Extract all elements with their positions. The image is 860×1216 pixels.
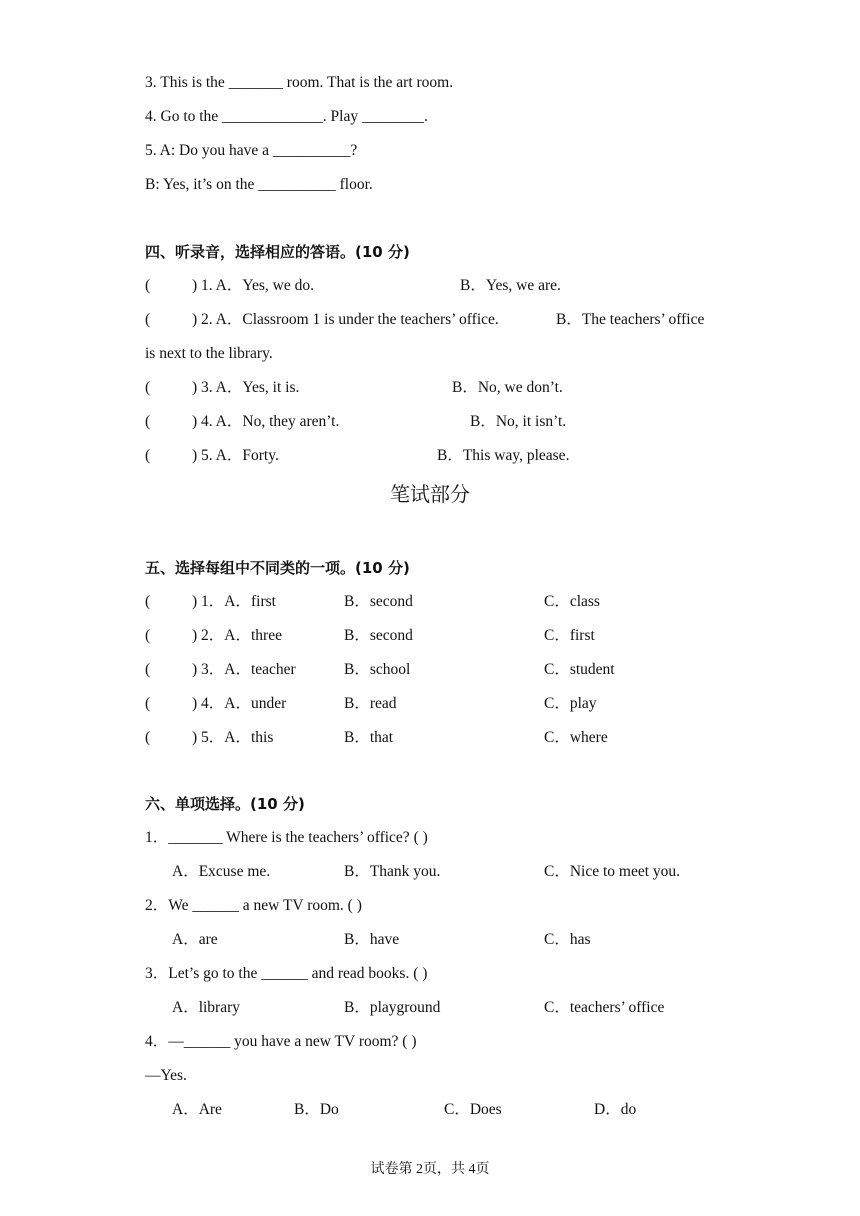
s5-paren-2: ( <box>145 627 151 644</box>
s6-q2-option-c: C．has <box>544 931 591 948</box>
s4-option-b-2: B．The teachers’ office <box>556 311 705 328</box>
s4-option-b-3: B．No, we don’t. <box>452 379 563 396</box>
question-4: 4. Go to the _____________. Play ________. <box>145 108 428 125</box>
written-part-title: 笔试部分 <box>390 482 470 506</box>
s5-option-c-2: C．first <box>544 627 595 644</box>
s5-option-c-4: C．play <box>544 695 597 712</box>
s5-paren-5: ( <box>145 729 151 746</box>
s4-option-a-3: ) 3. A．Yes, it is. <box>192 379 300 396</box>
s6-q4-option-a: A．Are <box>172 1101 222 1118</box>
s4-option-b-4: B．No, it isn’t. <box>470 413 567 430</box>
s4-paren-3: ( <box>145 379 151 396</box>
s5-paren-4: ( <box>145 695 151 712</box>
s5-option-c-1: C．class <box>544 593 600 610</box>
s5-paren-3: ( <box>145 661 151 678</box>
s4-option-a-1: ) 1. A．Yes, we do. <box>192 277 315 294</box>
s5-option-a-3: ) 3．A．teacher <box>192 661 296 678</box>
question-5a: 5. A: Do you have a __________? <box>145 142 358 159</box>
s5-option-a-1: ) 1．A．first <box>192 593 276 610</box>
s6-q1-option-c: C．Nice to meet you. <box>544 863 681 880</box>
s5-option-a-5: ) 5．A．this <box>192 729 274 746</box>
s4-paren-1: ( <box>145 277 151 294</box>
s6-q4-option-b: B．Do <box>294 1101 339 1118</box>
s6-q1-stem: 1．_______ Where is the teachers’ office? ( ) <box>145 829 428 846</box>
s6-q2-stem: 2．We ______ a new TV room. ( ) <box>145 897 362 914</box>
s6-q3-option-c: C．teachers’ office <box>544 999 665 1016</box>
s4-option-b-2-cont: is next to the library. <box>145 345 273 362</box>
s6-q4-option-c: C．Does <box>444 1101 502 1118</box>
s4-paren-2: ( <box>145 311 151 328</box>
s4-paren-4: ( <box>145 413 151 430</box>
s4-option-a-5: ) 5. A．Forty. <box>192 447 279 464</box>
s6-q3-option-b: B．playground <box>344 999 441 1016</box>
page-footer: 试卷第 2页，共 4页 <box>370 1162 490 1177</box>
s5-option-c-3: C．student <box>544 661 615 678</box>
s5-option-b-1: B．second <box>344 593 413 610</box>
s6-q1-option-a: A．Excuse me. <box>172 863 271 880</box>
s4-option-a-4: ) 4. A．No, they aren’t. <box>192 413 340 430</box>
s4-option-a-2: ) 2. A．Classroom 1 is under the teachers’ office. <box>192 311 499 328</box>
s6-q2-option-b: B．have <box>344 931 400 948</box>
s6-q4-option-d: D．do <box>594 1101 637 1118</box>
s6-q4-answer: —Yes. <box>145 1067 187 1084</box>
s6-q3-stem: 3．Let’s go to the ______ and read books. ( ) <box>145 965 428 982</box>
s6-q4-stem: 4．—______ you have a new TV room? ( ) <box>145 1033 417 1050</box>
s5-option-b-4: B．read <box>344 695 397 712</box>
section-6-heading: 六、单项选择。(10 分) <box>145 795 305 813</box>
s6-q3-option-a: A．library <box>172 999 241 1016</box>
section-4-heading: 四、听录音，选择相应的答语。(10 分) <box>145 243 410 261</box>
question-3: 3. This is the _______ room. That is the art room. <box>145 74 454 91</box>
s6-q1-option-b: B．Thank you. <box>344 863 441 880</box>
s6-q2-option-a: A．are <box>172 931 218 948</box>
s5-option-a-2: ) 2．A．three <box>192 627 282 644</box>
s5-option-b-2: B．second <box>344 627 413 644</box>
section-5-heading: 五、选择每组中不同类的一项。(10 分) <box>145 559 410 577</box>
s4-paren-5: ( <box>145 447 151 464</box>
s4-option-b-1: B．Yes, we are. <box>460 277 561 294</box>
question-5b: B: Yes, it’s on the __________ floor. <box>145 176 373 193</box>
s4-option-b-5: B．This way, please. <box>437 447 570 464</box>
s5-paren-1: ( <box>145 593 151 610</box>
s5-option-a-4: ) 4．A．under <box>192 695 287 712</box>
s5-option-b-3: B．school <box>344 661 411 678</box>
s5-option-c-5: C．where <box>544 729 608 746</box>
s5-option-b-5: B．that <box>344 729 394 746</box>
